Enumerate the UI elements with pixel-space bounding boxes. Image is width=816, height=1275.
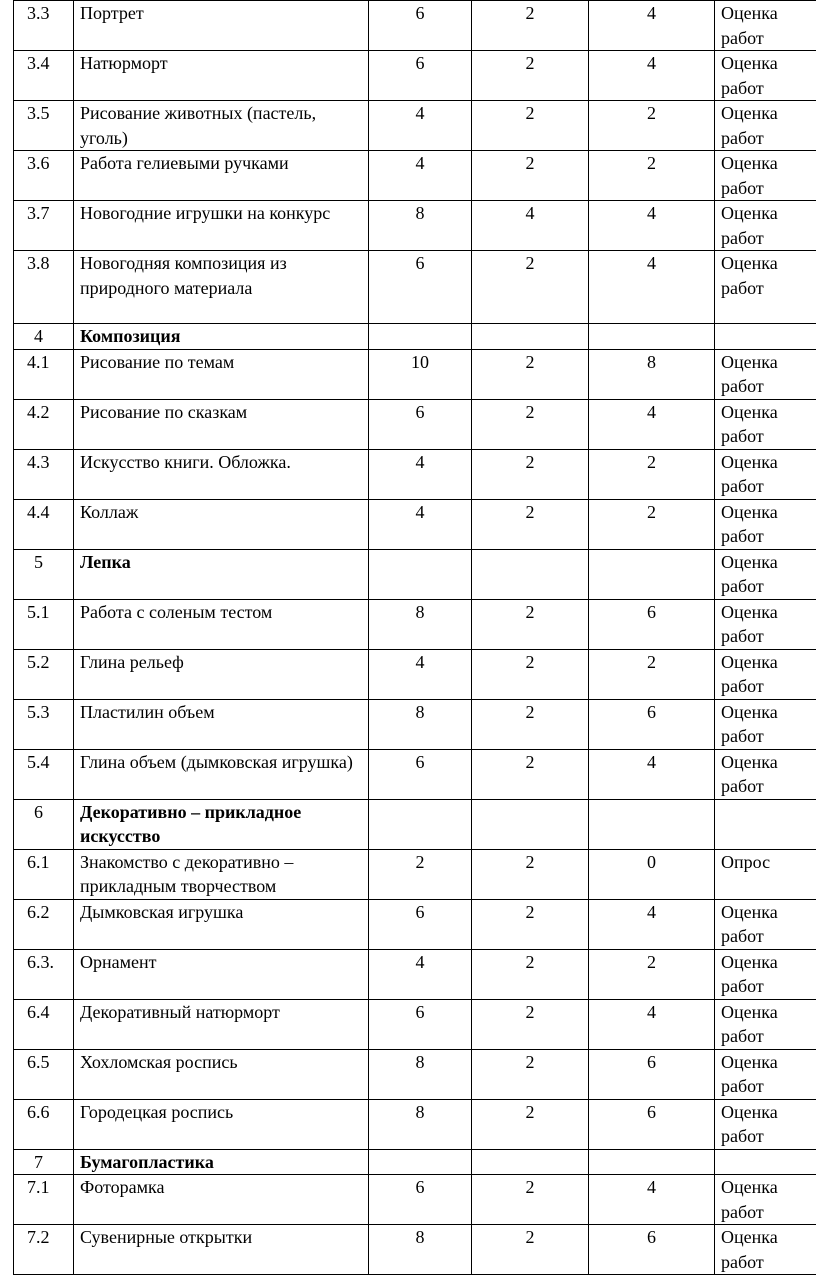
hours-total: 4 xyxy=(369,151,472,201)
control-form: Оценка работ xyxy=(715,449,816,499)
row-number: 7.1 xyxy=(14,1175,74,1225)
row-number: 5.3 xyxy=(14,699,74,749)
hours-theory: 2 xyxy=(472,251,589,324)
table-row xyxy=(14,51,816,101)
row-number: 4.3 xyxy=(14,449,74,499)
hours-theory: 2 xyxy=(472,649,589,699)
topic-name: Искусство книги. Обложка. xyxy=(74,449,369,499)
control-form: Оценка работ xyxy=(715,699,816,749)
table-row xyxy=(14,1049,816,1099)
hours-practice: 4 xyxy=(589,1175,715,1225)
hours-total xyxy=(369,549,472,599)
hours-practice: 6 xyxy=(589,1049,715,1099)
hours-practice: 2 xyxy=(589,449,715,499)
table-row xyxy=(14,201,816,251)
topic-name: Декоративный натюрморт xyxy=(74,999,369,1049)
hours-practice xyxy=(589,549,715,599)
control-form: Оценка работ xyxy=(715,1225,816,1275)
hours-theory: 2 xyxy=(472,599,589,649)
hours-practice: 4 xyxy=(589,999,715,1049)
table-row xyxy=(14,949,816,999)
hours-practice xyxy=(589,799,715,849)
topic-name: Работа гелиевыми ручками xyxy=(74,151,369,201)
control-form: Оценка работ xyxy=(715,251,816,324)
hours-theory: 2 xyxy=(472,849,589,899)
hours-total: 2 xyxy=(369,849,472,899)
hours-practice: 4 xyxy=(589,201,715,251)
topic-name: Орнамент xyxy=(74,949,369,999)
control-form: Оценка работ xyxy=(715,549,816,599)
hours-total: 4 xyxy=(369,649,472,699)
row-number: 5.4 xyxy=(14,749,74,799)
table-row xyxy=(14,699,816,749)
hours-practice: 2 xyxy=(589,949,715,999)
topic-name: Хохломская роспись xyxy=(74,1049,369,1099)
row-number: 6 xyxy=(14,799,74,849)
row-number: 6.4 xyxy=(14,999,74,1049)
control-form: Оценка работ xyxy=(715,899,816,949)
table-row xyxy=(14,899,816,949)
hours-practice: 0 xyxy=(589,849,715,899)
row-number: 7 xyxy=(14,1149,74,1175)
row-number: 7.2 xyxy=(14,1225,74,1275)
hours-practice: 6 xyxy=(589,699,715,749)
hours-total: 6 xyxy=(369,251,472,324)
row-number: 6.3. xyxy=(14,949,74,999)
topic-name: Сувенирные открытки xyxy=(74,1225,369,1275)
table-row xyxy=(14,1099,816,1149)
topic-name: Работа с соленым тестом xyxy=(74,599,369,649)
control-form: Оценка работ xyxy=(715,1049,816,1099)
hours-total: 6 xyxy=(369,1175,472,1225)
row-number: 3.3 xyxy=(14,1,74,51)
hours-theory: 2 xyxy=(472,399,589,449)
control-form: Оценка работ xyxy=(715,599,816,649)
hours-total xyxy=(369,1149,472,1175)
hours-practice xyxy=(589,1149,715,1175)
topic-name: Рисование животных (пастель, уголь) xyxy=(74,101,369,151)
hours-theory xyxy=(472,324,589,350)
topic-name: Коллаж xyxy=(74,499,369,549)
row-number: 6.6 xyxy=(14,1099,74,1149)
row-number: 6.5 xyxy=(14,1049,74,1099)
table-row xyxy=(14,151,816,201)
table-row xyxy=(14,449,816,499)
row-number: 5.2 xyxy=(14,649,74,699)
section-row xyxy=(14,549,816,599)
control-form xyxy=(715,324,816,350)
topic-name: Дымковская игрушка xyxy=(74,899,369,949)
table-row xyxy=(14,399,816,449)
hours-practice: 8 xyxy=(589,349,715,399)
hours-total: 6 xyxy=(369,999,472,1049)
topic-name: Пластилин объем xyxy=(74,699,369,749)
section-row xyxy=(14,799,816,849)
hours-theory: 2 xyxy=(472,999,589,1049)
topic-name: Рисование по сказкам xyxy=(74,399,369,449)
hours-theory: 2 xyxy=(472,1049,589,1099)
hours-theory: 2 xyxy=(472,949,589,999)
hours-total: 6 xyxy=(369,899,472,949)
hours-theory: 2 xyxy=(472,899,589,949)
table-row xyxy=(14,849,816,899)
hours-theory: 2 xyxy=(472,499,589,549)
control-form xyxy=(715,799,816,849)
topic-name: Фоторамка xyxy=(74,1175,369,1225)
hours-theory: 2 xyxy=(472,699,589,749)
hours-theory: 2 xyxy=(472,1099,589,1149)
hours-total: 8 xyxy=(369,1225,472,1275)
hours-theory: 2 xyxy=(472,1,589,51)
hours-total: 8 xyxy=(369,1049,472,1099)
hours-theory: 2 xyxy=(472,1175,589,1225)
control-form: Оценка работ xyxy=(715,349,816,399)
control-form: Оценка работ xyxy=(715,949,816,999)
row-number: 3.5 xyxy=(14,101,74,151)
topic-name: Декоративно – прикладное искусство xyxy=(74,799,369,849)
topic-name: Рисование по темам xyxy=(74,349,369,399)
control-form: Оценка работ xyxy=(715,749,816,799)
hours-practice xyxy=(589,324,715,350)
topic-name: Бумагопластика xyxy=(74,1149,369,1175)
section-row xyxy=(14,1149,816,1175)
control-form xyxy=(715,1149,816,1175)
control-form: Оценка работ xyxy=(715,1,816,51)
hours-theory: 4 xyxy=(472,201,589,251)
table-row xyxy=(14,349,816,399)
curriculum-table xyxy=(13,0,816,1275)
hours-theory: 2 xyxy=(472,101,589,151)
control-form: Оценка работ xyxy=(715,499,816,549)
topic-name: Глина объем (дымковская игрушка) xyxy=(74,749,369,799)
row-number: 3.6 xyxy=(14,151,74,201)
topic-name: Глина рельеф xyxy=(74,649,369,699)
row-number: 3.7 xyxy=(14,201,74,251)
hours-theory: 2 xyxy=(472,449,589,499)
topic-name: Натюрморт xyxy=(74,51,369,101)
hours-practice: 4 xyxy=(589,251,715,324)
hours-total xyxy=(369,324,472,350)
table-row xyxy=(14,499,816,549)
table-row xyxy=(14,251,816,324)
hours-total: 6 xyxy=(369,1,472,51)
hours-theory xyxy=(472,1149,589,1175)
hours-practice: 2 xyxy=(589,649,715,699)
topic-name: Новогодняя композиция из природного материала xyxy=(74,251,369,324)
table-row xyxy=(14,749,816,799)
hours-total: 8 xyxy=(369,201,472,251)
section-row xyxy=(14,324,816,350)
hours-practice: 2 xyxy=(589,151,715,201)
hours-total: 6 xyxy=(369,749,472,799)
hours-total: 8 xyxy=(369,1099,472,1149)
row-number: 6.2 xyxy=(14,899,74,949)
table-row xyxy=(14,1,816,51)
hours-total xyxy=(369,799,472,849)
hours-practice: 4 xyxy=(589,899,715,949)
row-number: 4 xyxy=(14,324,74,350)
table-row xyxy=(14,649,816,699)
row-number: 6.1 xyxy=(14,849,74,899)
hours-practice: 4 xyxy=(589,1,715,51)
table-row xyxy=(14,999,816,1049)
hours-total: 6 xyxy=(369,51,472,101)
hours-theory xyxy=(472,799,589,849)
hours-total: 4 xyxy=(369,101,472,151)
hours-theory: 2 xyxy=(472,151,589,201)
table-row xyxy=(14,1175,816,1225)
row-number: 4.2 xyxy=(14,399,74,449)
table-row xyxy=(14,599,816,649)
row-number: 4.1 xyxy=(14,349,74,399)
hours-practice: 2 xyxy=(589,499,715,549)
hours-total: 4 xyxy=(369,449,472,499)
hours-total: 4 xyxy=(369,949,472,999)
hours-theory xyxy=(472,549,589,599)
row-number: 5 xyxy=(14,549,74,599)
row-number: 4.4 xyxy=(14,499,74,549)
topic-name: Знакомство с декоративно – прикладным творчеством xyxy=(74,849,369,899)
hours-practice: 4 xyxy=(589,749,715,799)
control-form: Оценка работ xyxy=(715,101,816,151)
table-body xyxy=(14,1,816,1275)
hours-total: 8 xyxy=(369,599,472,649)
row-number: 5.1 xyxy=(14,599,74,649)
control-form: Оценка работ xyxy=(715,649,816,699)
control-form: Оценка работ xyxy=(715,1099,816,1149)
hours-total: 6 xyxy=(369,399,472,449)
topic-name: Композиция xyxy=(74,324,369,350)
table-row xyxy=(14,1225,816,1275)
control-form: Оценка работ xyxy=(715,1175,816,1225)
hours-theory: 2 xyxy=(472,1225,589,1275)
hours-practice: 4 xyxy=(589,399,715,449)
hours-practice: 4 xyxy=(589,51,715,101)
row-number: 3.8 xyxy=(14,251,74,324)
topic-name: Городецкая роспись xyxy=(74,1099,369,1149)
control-form: Опрос xyxy=(715,849,816,899)
hours-practice: 6 xyxy=(589,599,715,649)
hours-total: 8 xyxy=(369,699,472,749)
table-row xyxy=(14,101,816,151)
topic-name: Новогодние игрушки на конкурс xyxy=(74,201,369,251)
hours-total: 10 xyxy=(369,349,472,399)
hours-theory: 2 xyxy=(472,349,589,399)
hours-theory: 2 xyxy=(472,51,589,101)
control-form: Оценка работ xyxy=(715,151,816,201)
hours-theory: 2 xyxy=(472,749,589,799)
control-form: Оценка работ xyxy=(715,999,816,1049)
topic-name: Лепка xyxy=(74,549,369,599)
control-form: Оценка работ xyxy=(715,51,816,101)
hours-total: 4 xyxy=(369,499,472,549)
hours-practice: 6 xyxy=(589,1225,715,1275)
topic-name: Портрет xyxy=(74,1,369,51)
hours-practice: 2 xyxy=(589,101,715,151)
control-form: Оценка работ xyxy=(715,201,816,251)
control-form: Оценка работ xyxy=(715,399,816,449)
row-number: 3.4 xyxy=(14,51,74,101)
hours-practice: 6 xyxy=(589,1099,715,1149)
